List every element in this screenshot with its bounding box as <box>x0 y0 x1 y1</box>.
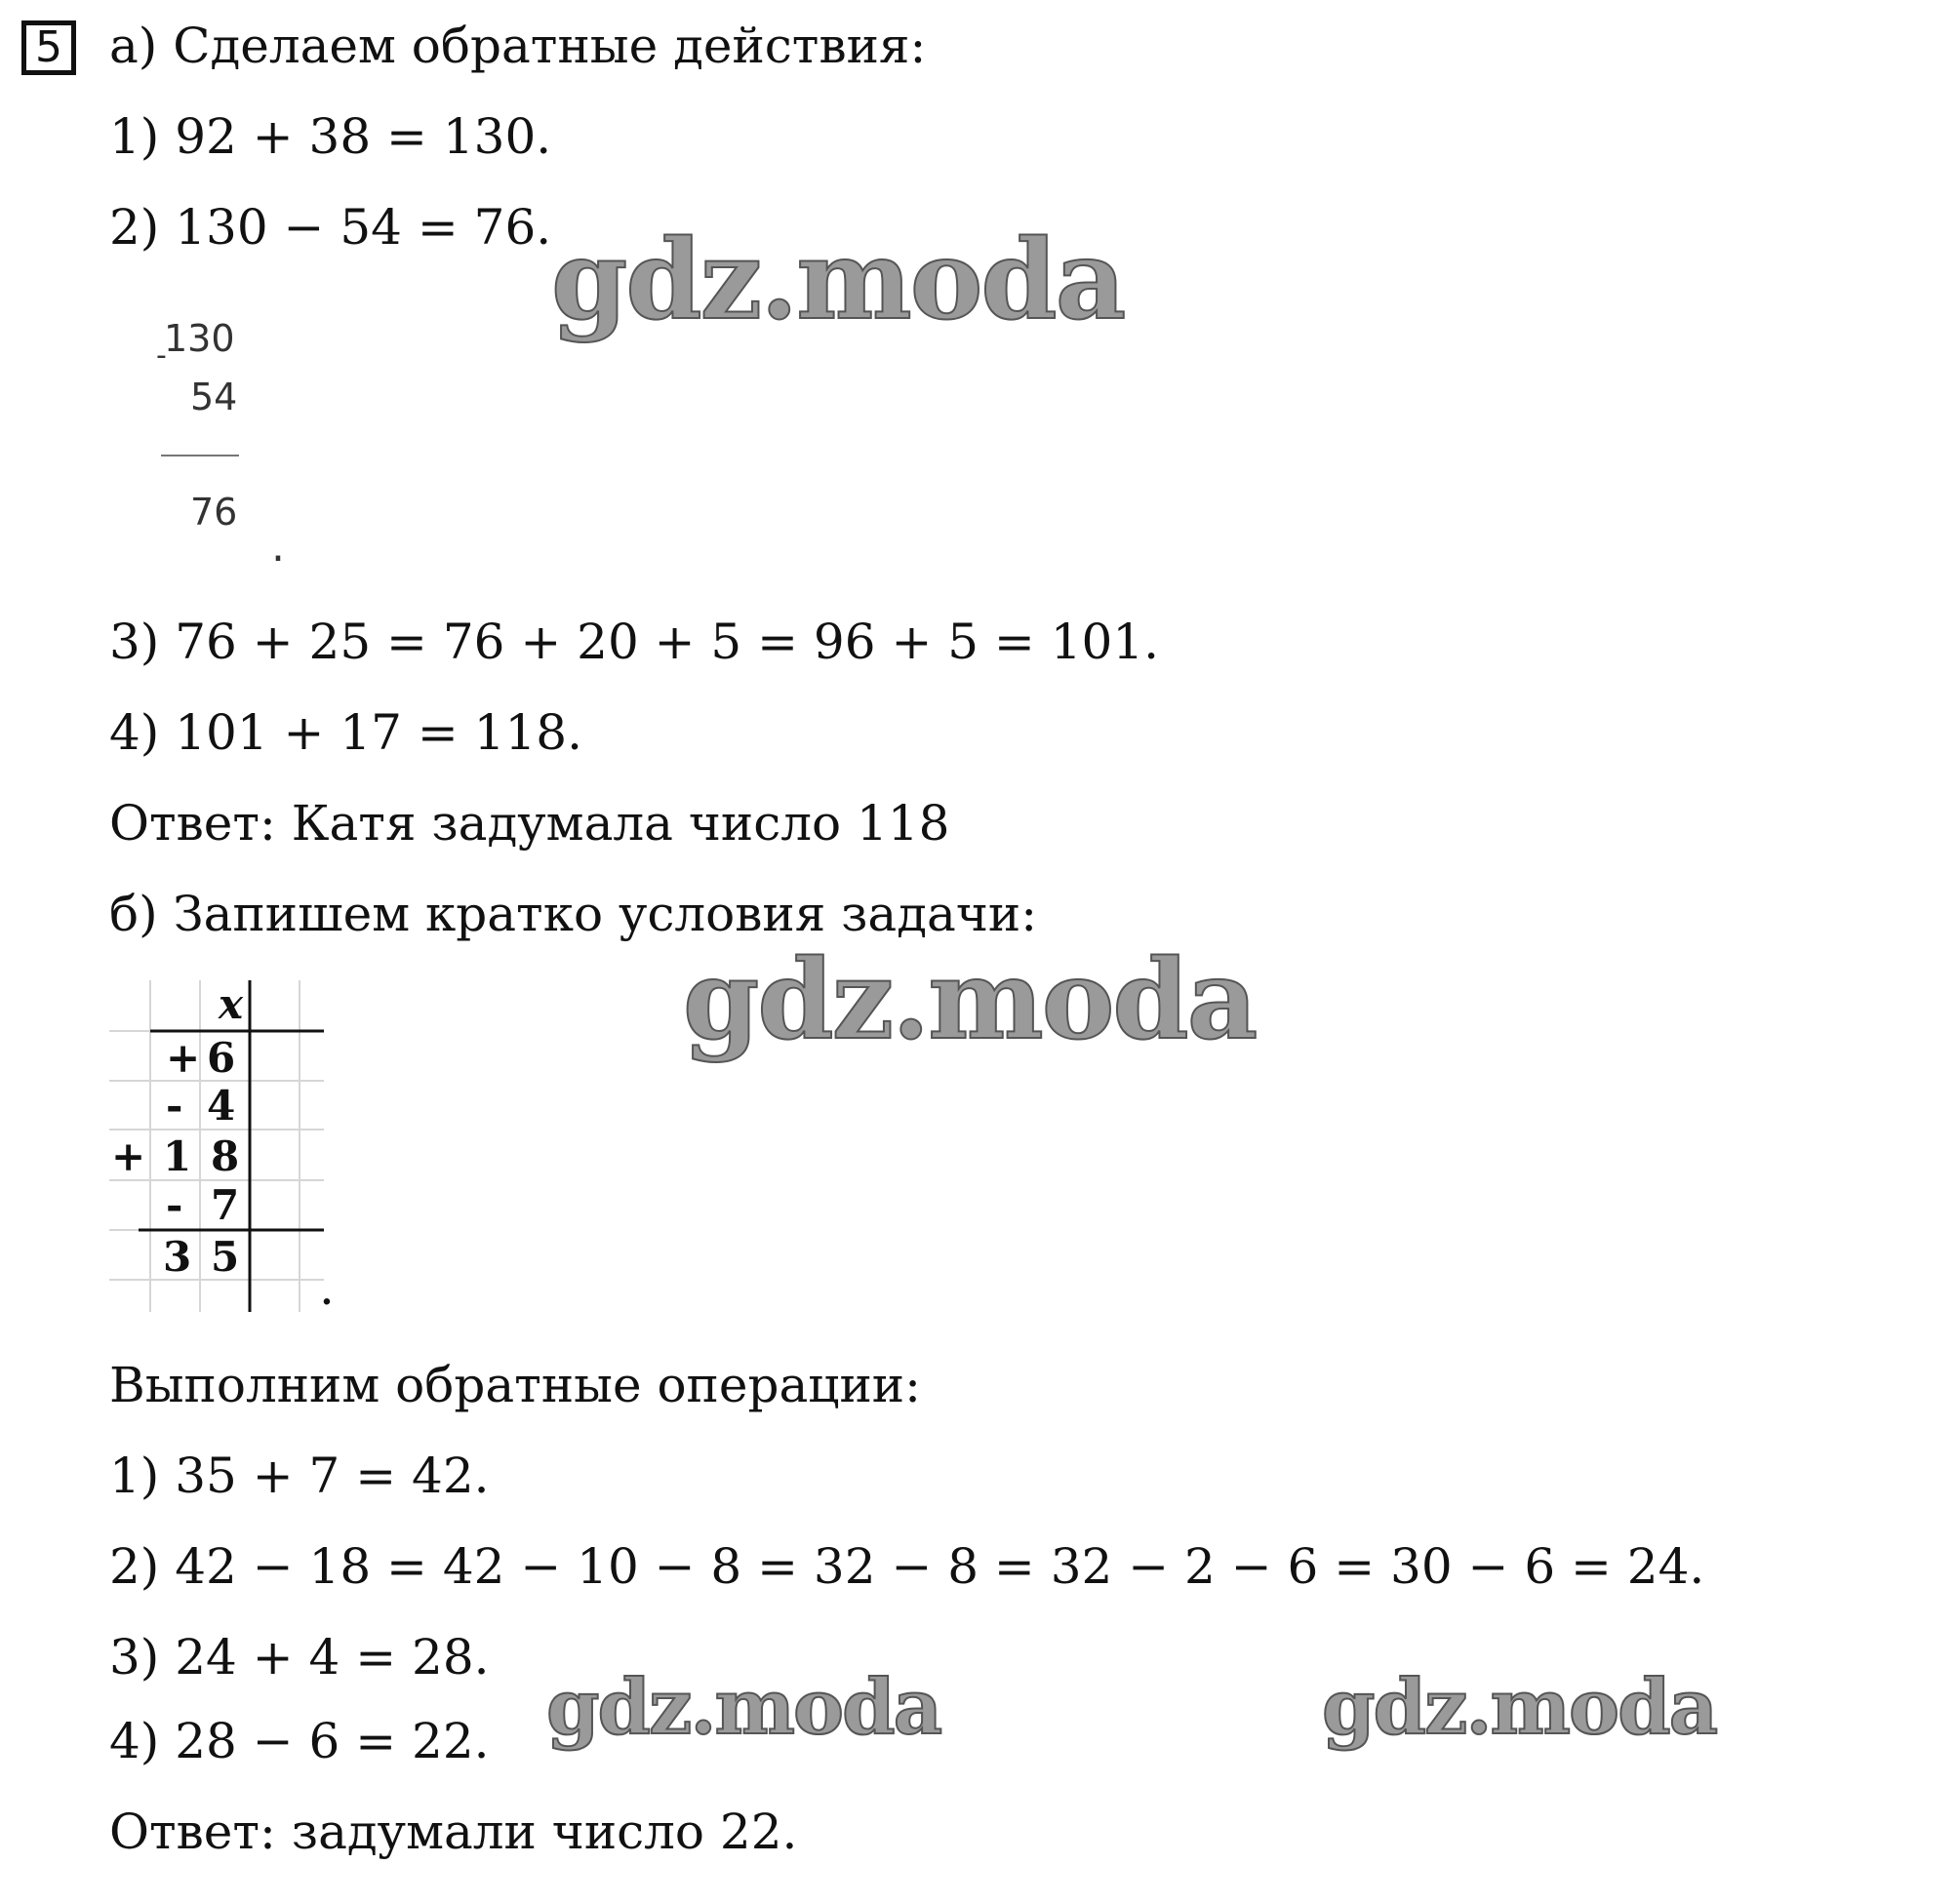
watermark-3: gdz.moda <box>546 1663 941 1752</box>
task-number-badge: 5 <box>21 20 76 75</box>
grid-row-1-ones: 6 <box>207 1034 236 1082</box>
part-b-answer: Ответ: задумали число 22. <box>109 1804 798 1860</box>
grid-row-5-ones: 5 <box>211 1233 240 1281</box>
grid-row-4-ones: 7 <box>211 1181 240 1229</box>
part-b-step-1: 1) 35 + 7 = 42. <box>109 1448 490 1504</box>
grid-row-3-tens: 1 <box>163 1132 192 1180</box>
part-a-step-3: 3) 76 + 25 = 76 + 20 + 5 = 96 + 5 = 101. <box>109 614 1160 670</box>
part-b-step-2: 2) 42 − 18 = 42 − 10 − 8 = 32 − 8 = 32 − 2 − 6 = 30 − 6 = 24. <box>109 1538 1705 1595</box>
column-subtrahend: 54 <box>190 376 238 418</box>
watermark-1: gdz.moda <box>551 217 1125 344</box>
column-end-dot: . <box>271 522 285 572</box>
grid-row-2-ones: 4 <box>207 1082 236 1130</box>
column-subtraction <box>156 317 285 572</box>
part-a-step-2: 2) 130 − 54 = 76. <box>109 199 552 256</box>
watermark-2: gdz.moda <box>683 936 1257 1064</box>
condition-grid <box>109 980 335 1316</box>
part-a-step-4: 4) 101 + 17 = 118. <box>109 704 582 761</box>
grid-row-1-sign: + <box>166 1034 201 1082</box>
column-divider-line <box>161 455 239 456</box>
column-minus-sign: - <box>156 338 167 373</box>
part-a-answer: Ответ: Катя задумала число 118 <box>109 795 950 852</box>
part-b-ops-heading: Выполним обратные операции: <box>109 1357 921 1413</box>
grid-row-4-sign: - <box>166 1181 183 1229</box>
watermark-4: gdz.moda <box>1322 1663 1717 1752</box>
grid-row-2-sign: - <box>166 1082 183 1130</box>
grid-row-5-tens: 3 <box>163 1233 192 1281</box>
grid-row-3-ones: 8 <box>211 1132 240 1180</box>
grid-header-x: x <box>219 980 244 1028</box>
part-b-heading: б) Запишем кратко условия задачи: <box>109 886 1038 942</box>
column-result: 76 <box>190 491 238 534</box>
grid-row-3-sign: + <box>111 1132 146 1180</box>
part-a-step-1: 1) 92 + 38 = 130. <box>109 108 552 165</box>
part-b-step-3: 3) 24 + 4 = 28. <box>109 1629 490 1686</box>
part-b-step-4: 4) 28 − 6 = 22. <box>109 1713 490 1769</box>
part-a-heading: а) Сделаем обратные действия: <box>109 18 927 74</box>
column-minuend: 130 <box>164 317 235 360</box>
grid-end-dot: . <box>319 1259 335 1316</box>
